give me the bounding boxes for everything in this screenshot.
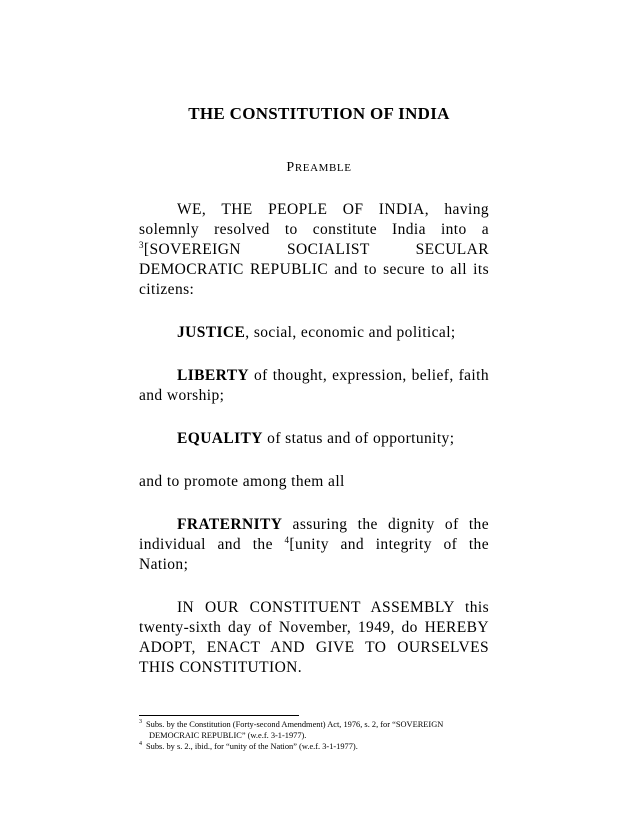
equality-text: of status and of opportunity; — [262, 430, 455, 447]
footnote-ref-3: 3 — [139, 239, 144, 250]
section-heading-rest: REAMBLE — [294, 162, 352, 174]
preamble-body — [139, 200, 489, 678]
liberty-paragraph — [139, 366, 489, 406]
closing-paragraph: IN OUR CONSTITUENT ASSEMBLY this twenty-sixth day of November, 1949, do HEREBY ADOPT, ENACT AND GIVE TO OURSELVES THIS CONSTITUTION. — [139, 599, 489, 676]
footnote-3 — [139, 719, 499, 730]
preamble-opening-paragraph — [139, 200, 489, 300]
justice-text: , social, economic and political; — [245, 324, 456, 341]
opening-text-b: [SOVEREIGN SOCIALIST SECULAR DEMOCRATIC REPUBLIC and to secure to all its citizens: — [139, 241, 489, 298]
liberty-text: of thought, expression, belief, faith and worship; — [139, 367, 489, 404]
footnote-text: Subs. by s. 2., ibid., for “unity of the Nation” (w.e.f. 3-1-1977). — [146, 742, 358, 751]
liberty-term: LIBERTY — [177, 367, 250, 384]
footnote-divider — [139, 715, 299, 716]
equality-paragraph — [139, 429, 489, 449]
footnote-3-continuation: DEMOCRAIC REPUBLIC” (w.e.f. 3-1-1977). — [149, 731, 307, 740]
footnotes — [139, 719, 499, 752]
justice-term: JUSTICE — [177, 324, 246, 341]
footnote-text: Subs. by the Constitution (Forty-second Amendment) Act, 1976, s. 2, for “SOVEREIGN — [146, 720, 444, 729]
footnote-4 — [139, 741, 499, 752]
footnote-ref-4: 4 — [284, 534, 290, 545]
fraternity-text-b: [unity and integrity of the Nation; — [139, 536, 489, 573]
footnote-number: 3 — [139, 719, 142, 726]
section-heading-initial: P — [286, 160, 295, 175]
justice-paragraph — [139, 323, 489, 343]
document-title: THE CONSTITUTION OF INDIA — [188, 104, 450, 123]
fraternity-term: FRATERNITY — [177, 516, 283, 533]
footnote-number: 4 — [139, 741, 142, 748]
fraternity-paragraph — [139, 515, 489, 575]
section-heading — [0, 160, 638, 176]
fraternity-text-a: assuring the dignity of the individual and the — [139, 516, 489, 553]
equality-term: EQUALITY — [177, 430, 263, 447]
opening-text-a: WE, THE PEOPLE OF INDIA, having solemnly resolved to constitute India into a — [139, 201, 489, 238]
promote-line: and to promote among them all — [139, 473, 345, 490]
